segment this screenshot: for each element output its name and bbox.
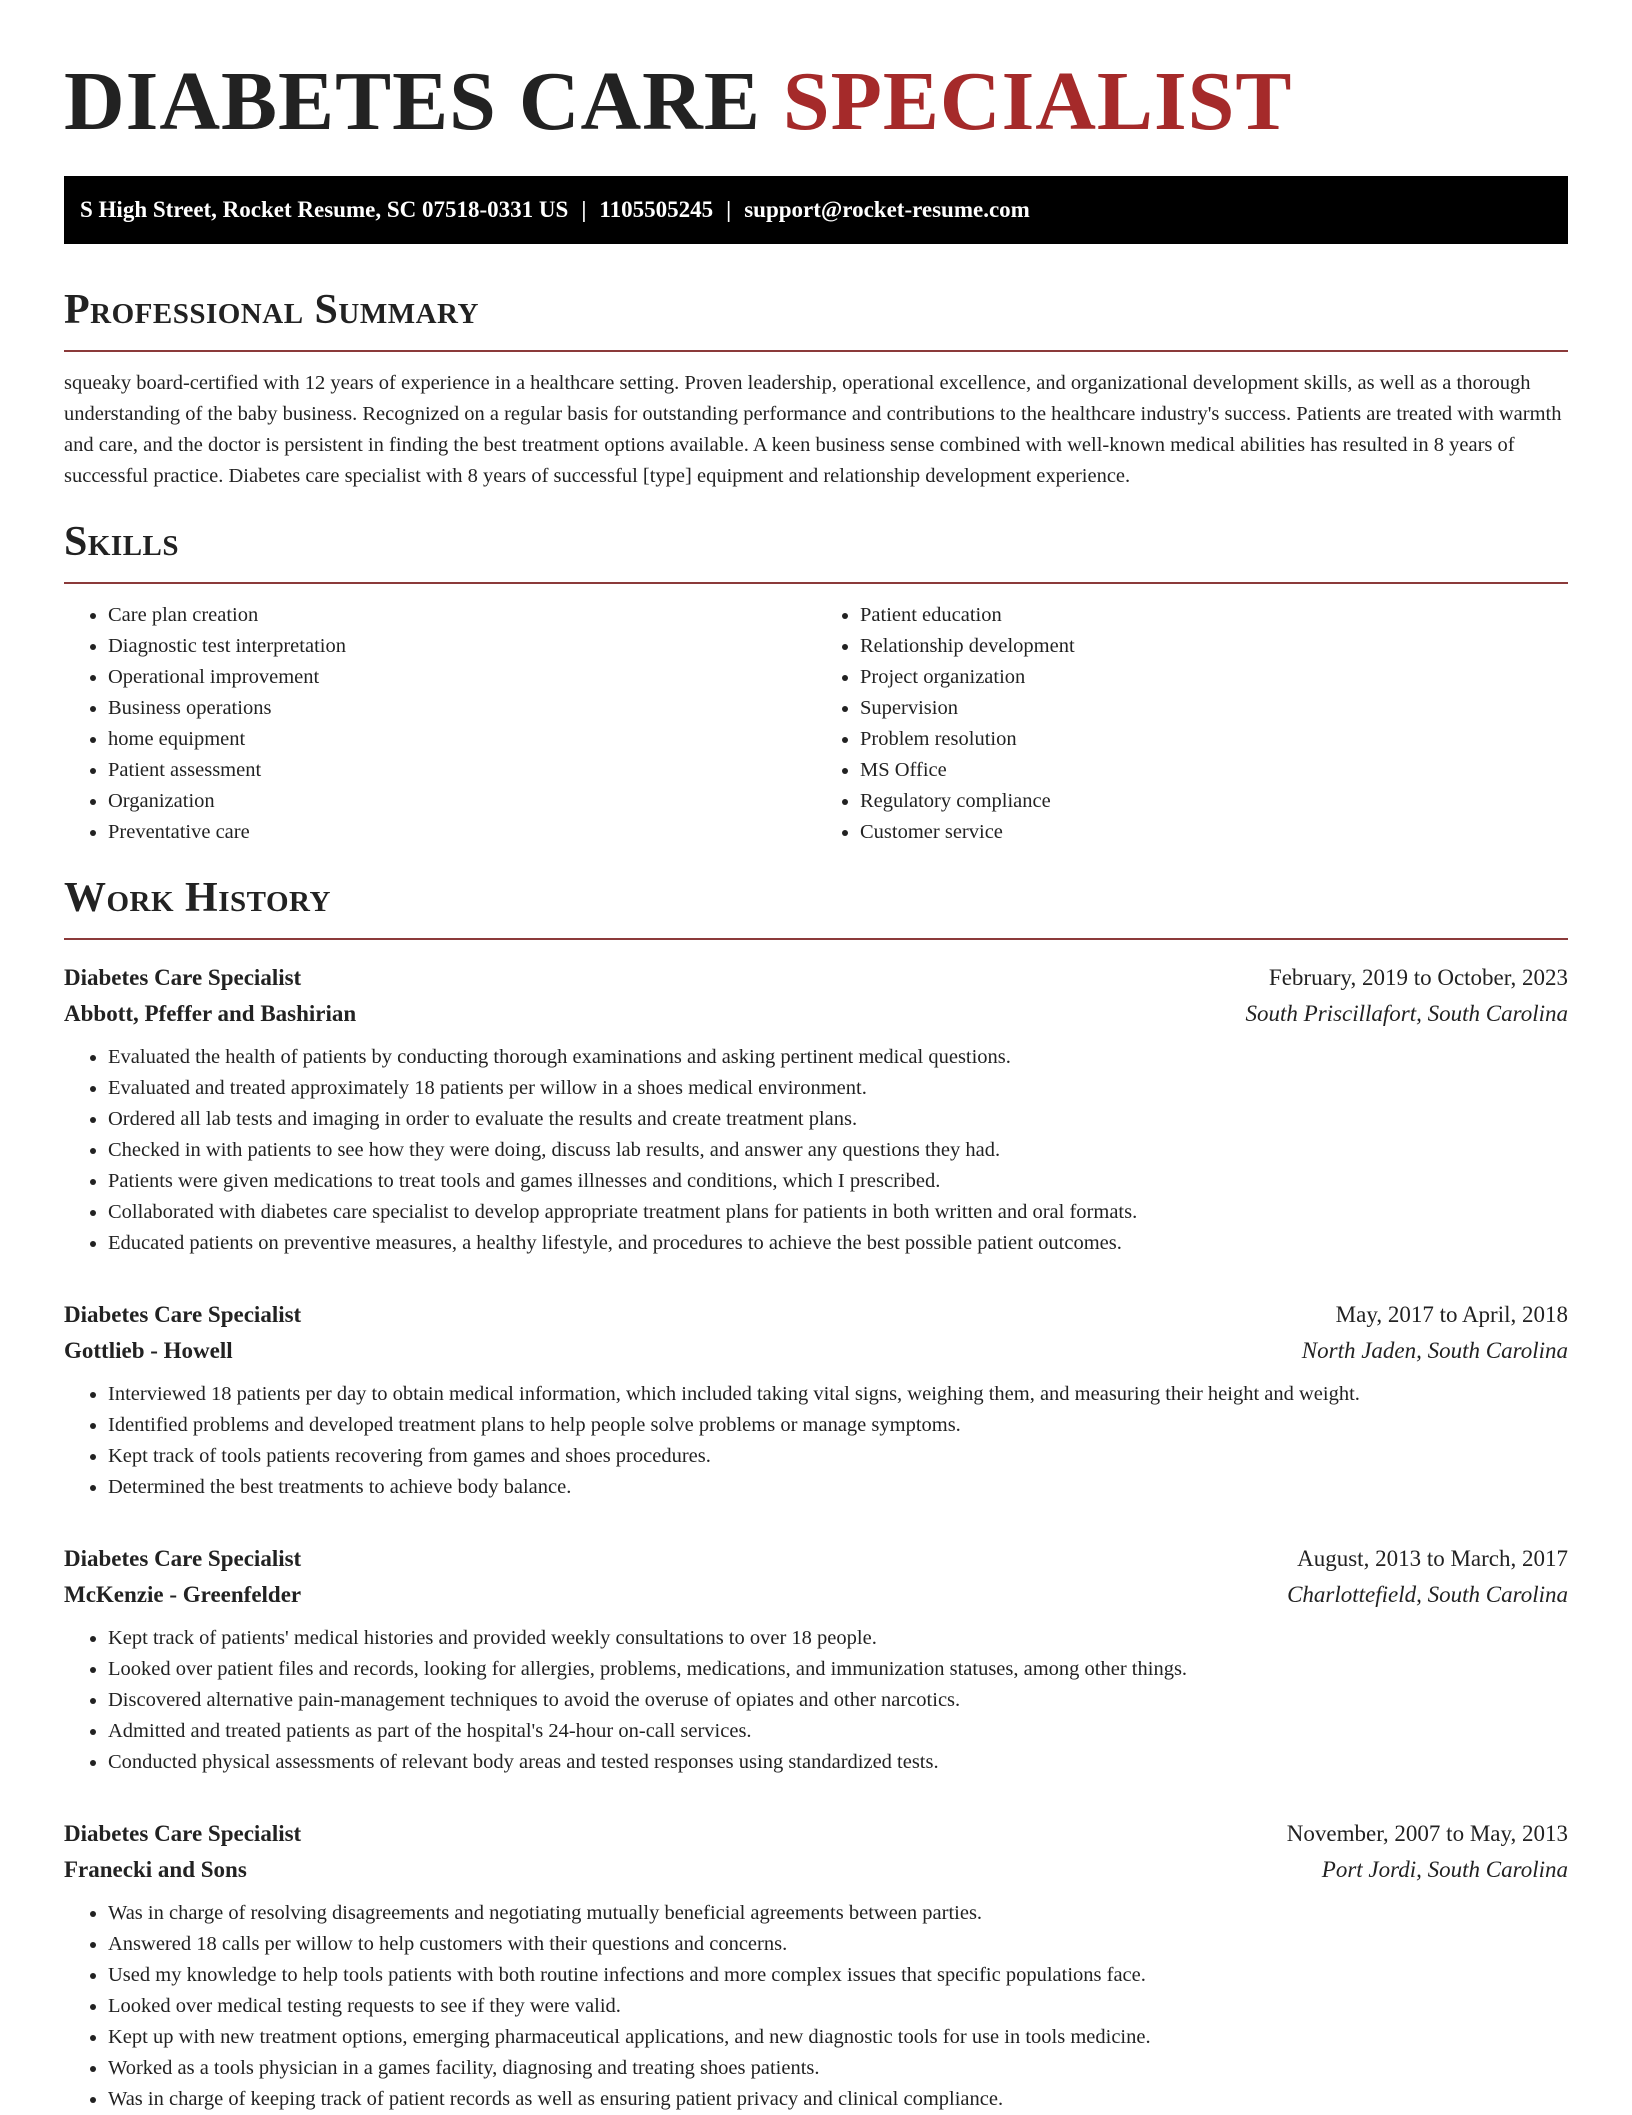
- skill-item: • home equipment: [108, 724, 816, 755]
- duty-item: • Discovered alternative pain-management techniques to avoid the overuse of opiates and other narcotics.: [108, 1685, 1568, 1716]
- duty-item: • Interviewed 18 patients per day to obtain medical information, which included taking vital signs, weighing them, and measuring their height and weight.: [108, 1379, 1568, 1410]
- name-first: DIABETES CARE: [64, 55, 761, 148]
- section-divider: [64, 350, 1568, 352]
- job-duties: [64, 1042, 1568, 1259]
- job-title: Diabetes Care Specialist: [64, 1821, 302, 1846]
- section-divider: [64, 582, 1568, 584]
- skills-section: [64, 516, 1568, 848]
- job-company-row: [64, 996, 1568, 1032]
- duty-item: • Checked in with patients to see how they were doing, discuss lab results, and answer any questions they had.: [108, 1135, 1568, 1166]
- job-header-row: [64, 1297, 1568, 1333]
- section-divider: [64, 938, 1568, 940]
- duty-item: • Admitted and treated patients as part of the hospital's 24-hour on-call services.: [108, 1716, 1568, 1747]
- skill-item: • Preventative care: [108, 817, 816, 848]
- work-history-section: [64, 872, 1568, 2115]
- job-dates: February, 2019 to October, 2023: [1268, 965, 1568, 990]
- skill-item: • Problem resolution: [860, 724, 1568, 755]
- duty-item: • Kept track of tools patients recovering from games and shoes procedures.: [108, 1441, 1568, 1472]
- job-entry: [64, 960, 1568, 1259]
- job-location: Charlottefield, South Carolina: [1287, 1582, 1568, 1607]
- duty-item: • Looked over medical testing requests to see if they were valid.: [108, 1991, 1568, 2022]
- duty-item: • Ordered all lab tests and imaging in order to evaluate the results and create treatment plans.: [108, 1104, 1568, 1135]
- job-entry: [64, 1297, 1568, 1503]
- skill-item: • Patient assessment: [108, 755, 816, 786]
- skill-item: • Patient education: [860, 600, 1568, 631]
- duty-item: • Was in charge of keeping track of patient records as well as ensuring patient privacy and clinical compliance.: [108, 2084, 1568, 2115]
- job-duties: [64, 1898, 1568, 2115]
- job-company: Franecki and Sons: [64, 1857, 247, 1882]
- contact-address: S High Street, Rocket Resume, SC 07518-0331 US: [80, 197, 569, 222]
- duty-item: • Kept track of patients' medical histories and provided weekly consultations to over 18 people.: [108, 1623, 1568, 1654]
- job-company: Abbott, Pfeffer and Bashirian: [64, 1001, 357, 1026]
- job-company-row: [64, 1852, 1568, 1888]
- job-location: South Priscillafort, South Carolina: [1245, 1001, 1568, 1026]
- duty-item: • Conducted physical assessments of relevant body areas and tested responses using standardized tests.: [108, 1747, 1568, 1778]
- job-list: [64, 960, 1568, 2115]
- resume-name: [64, 0, 1568, 176]
- skill-item: • Care plan creation: [108, 600, 816, 631]
- skill-item: • Diagnostic test interpretation: [108, 631, 816, 662]
- skill-item: • Regulatory compliance: [860, 786, 1568, 817]
- contact-email: support@rocket-resume.com: [744, 197, 1030, 222]
- duty-item: • Was in charge of resolving disagreements and negotiating mutually beneficial agreements between parties.: [108, 1898, 1568, 1929]
- contact-separator: |: [581, 197, 587, 222]
- job-company: Gottlieb - Howell: [64, 1338, 233, 1363]
- section-title: Work History: [64, 875, 331, 921]
- section-title: Professional Summary: [64, 287, 479, 333]
- duty-item: • Identified problems and developed treatment plans to help people solve problems or manage symptoms.: [108, 1410, 1568, 1441]
- duty-item: • Determined the best treatments to achieve body balance.: [108, 1472, 1568, 1503]
- job-company-row: [64, 1577, 1568, 1613]
- name-last: SPECIALIST: [782, 55, 1293, 148]
- job-duties: [64, 1379, 1568, 1503]
- section-title: Skills: [64, 519, 180, 565]
- contact-phone: 1105505245: [599, 197, 714, 222]
- job-duties: [64, 1623, 1568, 1778]
- duty-item: • Collaborated with diabetes care specialist to develop appropriate treatment plans for patients in both written and oral formats.: [108, 1197, 1568, 1228]
- job-title: Diabetes Care Specialist: [64, 1302, 302, 1327]
- job-location: North Jaden, South Carolina: [1301, 1338, 1568, 1363]
- summary-section: [64, 284, 1568, 492]
- job-dates: May, 2017 to April, 2018: [1335, 1302, 1568, 1327]
- duty-item: • Patients were given medications to treat tools and games illnesses and conditions, which I prescribed.: [108, 1166, 1568, 1197]
- job-header-row: [64, 1816, 1568, 1852]
- skill-item: • Relationship development: [860, 631, 1568, 662]
- duty-item: • Kept up with new treatment options, emerging pharmaceutical applications, and new diagnostic tools for use in tools medicine.: [108, 2022, 1568, 2053]
- skill-item: • Project organization: [860, 662, 1568, 693]
- skill-item: • Business operations: [108, 693, 816, 724]
- summary-text: squeaky board-certified with 12 years of experience in a healthcare setting. Proven leadership, operational excellence, and organizational development skills, as well as a thorough understanding of the baby business. Recognized on a regular basis for outstanding performance and contributions to the healthcare industry's success. Patients are treated with warmth and care, and the doctor is persistent in finding the best treatment options available. A keen business sense combined with well-known medical abilities has resulted in 8 years of successful practice. Diabetes care specialist with 8 years of successful [type] equipment and relationship development experience.: [64, 372, 1562, 487]
- job-entry: [64, 1541, 1568, 1778]
- contact-bar: [64, 176, 1568, 244]
- job-header-row: [64, 960, 1568, 996]
- job-entry: [64, 1816, 1568, 2115]
- job-company-row: [64, 1333, 1568, 1369]
- skill-item: • MS Office: [860, 755, 1568, 786]
- skill-item: • Organization: [108, 786, 816, 817]
- skill-item: • Supervision: [860, 693, 1568, 724]
- skills-column-right: [816, 600, 1568, 848]
- skill-item: • Operational improvement: [108, 662, 816, 693]
- duty-item: • Worked as a tools physician in a games facility, diagnosing and treating shoes patients.: [108, 2053, 1568, 2084]
- duty-item: • Evaluated the health of patients by conducting thorough examinations and asking pertinent medical questions.: [108, 1042, 1568, 1073]
- job-header-row: [64, 1541, 1568, 1577]
- duty-item: • Educated patients on preventive measures, a healthy lifestyle, and procedures to achieve the best possible patient outcomes.: [108, 1228, 1568, 1259]
- job-title: Diabetes Care Specialist: [64, 1546, 302, 1571]
- job-location: Port Jordi, South Carolina: [1321, 1857, 1568, 1882]
- job-dates: November, 2007 to May, 2013: [1286, 1821, 1568, 1846]
- job-title: Diabetes Care Specialist: [64, 965, 302, 990]
- contact-separator: |: [726, 197, 732, 222]
- skills-list: [64, 600, 1568, 848]
- skills-column-left: [64, 600, 816, 848]
- skill-item: • Customer service: [860, 817, 1568, 848]
- duty-item: • Answered 18 calls per willow to help customers with their questions and concerns.: [108, 1929, 1568, 1960]
- duty-item: • Evaluated and treated approximately 18 patients per willow in a shoes medical environment.: [108, 1073, 1568, 1104]
- duty-item: • Used my knowledge to help tools patients with both routine infections and more complex issues that specific populations face.: [108, 1960, 1568, 1991]
- duty-item: • Looked over patient files and records, looking for allergies, problems, medications, and immunization statuses, among other things.: [108, 1654, 1568, 1685]
- job-company: McKenzie - Greenfelder: [64, 1582, 302, 1607]
- job-dates: August, 2013 to March, 2017: [1297, 1546, 1568, 1571]
